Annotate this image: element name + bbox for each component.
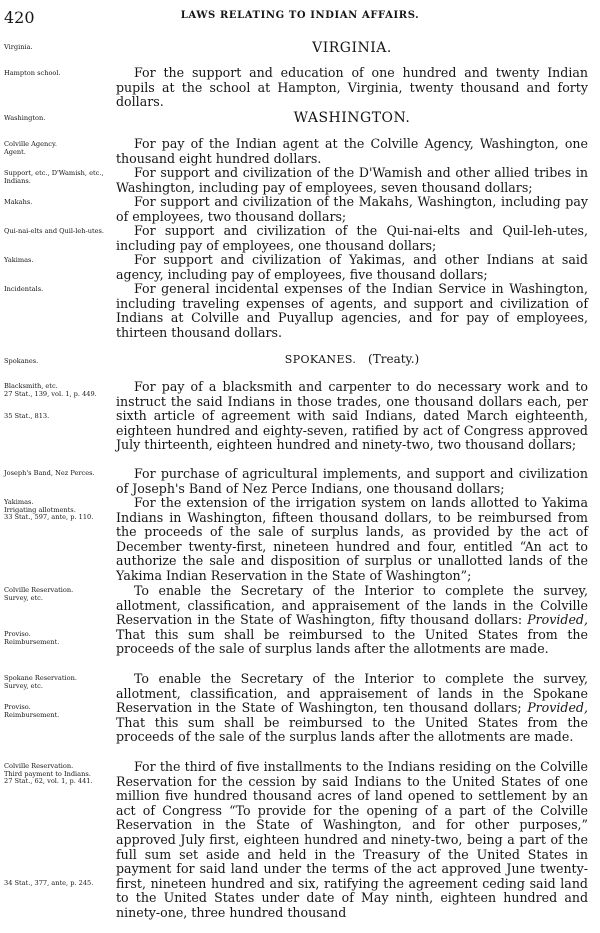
paragraph-irrigation: For the extension of the irrigation system on lands allotted to Yakima Indians in Washington, fifteen thousand dollars, to be reimbursed from the proceeds of the sale of surplus lands, as provided by the act of December twenty-first, nineteen hundred and four, entitled “An act to authorize the sale and disposition of surplus or unallotted lands of the Yakima Indian Reservation in the State of Washington”; bbox=[116, 495, 588, 583]
paragraph-quinaielts: For support and civilization of the Qui-nai-elts and Quil-leh-utes, including pay of employees, one thousand dollars; bbox=[116, 223, 588, 253]
page-number: 420 bbox=[4, 8, 35, 27]
section-heading-spokanes bbox=[116, 352, 588, 366]
margin-note-blacksmith: Blacksmith, etc. 27 Stat., 139, vol. 1, p. 449. bbox=[4, 382, 97, 398]
spokane-survey-text: To enable the Secretary of the Interior to complete the survey, allotment, classification, and appraisement of lands in the Spokane Reservation in the State of Washington, ten thousand dollars; bbox=[116, 671, 588, 716]
section-heading-virginia: VIRGINIA. bbox=[312, 40, 392, 56]
section-heading-washington: WASHINGTON. bbox=[293, 110, 411, 126]
margin-note-washington: Washington. bbox=[4, 114, 46, 122]
margin-note-proviso-2: Proviso. Reimbursement. bbox=[4, 703, 60, 719]
margin-note-incidentals: Incidentals. bbox=[4, 285, 44, 293]
margin-note-virginia: Virginia. bbox=[4, 43, 33, 51]
margin-note-colville-third: Colville Reservation. Third payment to Indians. 27 Stat., 62, vol. 1, p. 441. bbox=[4, 762, 93, 786]
colville-provided: Provided, bbox=[527, 612, 588, 628]
colville-survey-text: To enable the Secretary of the Interior to complete the survey, allotment, classification, and appraisement of the lands in the Colville Reservation in the State of Washington, fifty thousand dollars: bbox=[116, 583, 588, 628]
running-title: LAWS RELATING TO INDIAN AFFAIRS. bbox=[180, 10, 420, 21]
margin-note-34-stat: 34 Stat., 377, ante, p. 245. bbox=[4, 879, 94, 887]
paragraph-spokane-survey bbox=[116, 672, 588, 745]
spokane-proviso-text: That this sum shall be reimbursed to the United States from the proceeds of the sale of the surplus lands after the allotments are made. bbox=[116, 714, 588, 745]
spokanes-title: SPOKANES. bbox=[284, 353, 357, 366]
page-header bbox=[0, 0, 600, 27]
margin-note-colville-agency: Colville Agency. Agent. bbox=[4, 140, 57, 156]
margin-note-hampton: Hampton school. bbox=[4, 69, 61, 77]
margin-note-josephs-band: Joseph's Band, Nez Perces. bbox=[4, 469, 95, 477]
paragraph-blacksmith: For pay of a blacksmith and carpenter to do necessary work and to instruct the said Indians in those trades, one thousand dollars each, per sixth article of agreement with said Indians, dated March eighteenth, eighteen hundred and eighty-seven, ratified by act of Congress approved July thirteenth, eighteen hundred and ninety-two, two thousand dollars; bbox=[116, 379, 588, 453]
paragraph-colville-third-installment: For the third of five installments to the Indians residing on the Colville Reservation for the cession by said Indians to the United States of one million five hundred thousand acres of land opened to settlement by an act of Congress “To provide for the opening of a part of the Colville Reservation in the State of Washington, and for other purposes,” approved July first, eighteen hundred and ninety-two, being a part of the full sum set aside and held in the Treasury of the United States in payment for said land under the terms of the act approved June twenty-first, nineteen hundred and six, ratifying the agreement ceding said land to the United States under date of May ninth, eighteen hundred and ninety-one, three hundred thousand bbox=[116, 759, 588, 920]
paragraph-makahs: For support and civilization of the Makahs, Washington, including pay of employees, two thousand dollars; bbox=[116, 194, 588, 224]
margin-note-dwamish: Support, etc., D'Wamish, etc., Indians. bbox=[4, 169, 104, 185]
margin-note-spokanes: Spokanes. bbox=[4, 357, 39, 365]
margin-note-yakimas: Yakimas. bbox=[4, 256, 34, 264]
margin-note-makahs: Makahs. bbox=[4, 198, 33, 206]
paragraph-yakimas: For support and civilization of Yakimas, and other Indians at said agency, including pay of employees, five thousand dollars; bbox=[116, 252, 588, 282]
margin-note-quinaielts: Qui-nai-elts and Quil-leh-utes. bbox=[4, 227, 105, 235]
margin-note-yakimas-irrigating: Yakimas. Irrigating allotments. 33 Stat., 597, ante, p. 110. bbox=[4, 498, 94, 522]
spokanes-treaty-note: (Treaty.) bbox=[368, 352, 420, 366]
paragraph-josephs-band: For purchase of agricultural implements, and support and civilization of Joseph's Band of Nez Perce Indians, one thousand dollars; bbox=[116, 466, 588, 496]
paragraph-colville-survey bbox=[116, 584, 588, 657]
paragraph-colville-agent: For pay of the Indian agent at the Colville Agency, Washington, one thousand eight hundred dollars. bbox=[116, 136, 588, 166]
paragraph-dwamish: For support and civilization of the D'Wamish and other allied tribes in Washington, including pay of employees, seven thousand dollars; bbox=[116, 165, 588, 195]
margin-note-proviso-1: Proviso. Reimbursement. bbox=[4, 630, 60, 646]
margin-note-35-stat: 35 Stat., 813. bbox=[4, 412, 50, 420]
margin-note-colville-survey: Colville Reservation. Survey, etc. bbox=[4, 586, 74, 602]
paragraph-incidentals: For general incidental expenses of the Indian Service in Washington, including traveling expenses of agents, and support and civilization of Indians at Colville and Puyallup agencies, and for pay of employees, thirteen thousand dollars. bbox=[116, 281, 588, 340]
paragraph-hampton: For the support and education of one hundred and twenty Indian pupils at the school at Hampton, Virginia, twenty thousand and forty dollars. bbox=[116, 65, 588, 110]
colville-proviso-text: That this sum shall be reimbursed to the United States from the proceeds of the sale of surplus lands after the allotments are made. bbox=[116, 626, 588, 657]
margin-note-spokane-survey: Spokane Reservation. Survey, etc. bbox=[4, 674, 77, 690]
spokane-provided: Provided, bbox=[527, 700, 588, 716]
